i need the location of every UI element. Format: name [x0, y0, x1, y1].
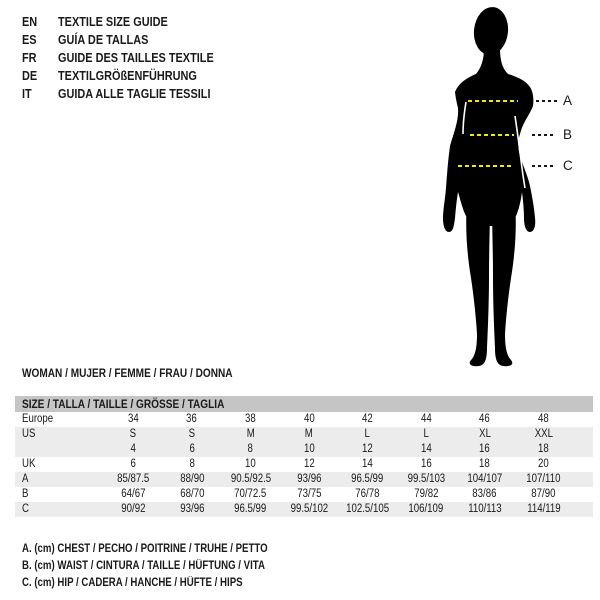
table-cell: 20	[538, 458, 549, 470]
measurement-legend	[22, 541, 314, 592]
language-code: FR	[22, 50, 37, 65]
section-title	[22, 366, 273, 380]
table-cell: 10	[303, 443, 315, 455]
chest-label: A	[563, 93, 573, 108]
row-filler	[573, 457, 593, 472]
row-label: B	[22, 488, 29, 500]
table-cell: 6	[189, 443, 195, 455]
table-cell: 44	[420, 413, 432, 425]
language-title: TEXTILGRÖßENFÜHRUNG	[58, 68, 197, 83]
waist-line-leader	[532, 134, 556, 136]
language-title: GUÍA DE TALLAS	[58, 32, 149, 47]
hip-line-on-body	[458, 165, 514, 167]
table-row	[15, 502, 593, 517]
row-filler	[573, 487, 593, 502]
table-cell: 10	[245, 458, 256, 470]
language-row	[22, 49, 243, 67]
table-cell: 4	[130, 443, 136, 455]
table-cell: 36	[186, 413, 198, 425]
table-cell: 90/92	[121, 503, 146, 515]
table-cell: L	[423, 428, 429, 440]
language-code: DE	[22, 68, 38, 83]
table-cell: M	[246, 428, 255, 440]
table-cell: 93/96	[296, 473, 322, 485]
table-cell: S	[130, 428, 137, 440]
table-cell: 16	[479, 443, 491, 455]
table-cell: 42	[362, 413, 374, 425]
table-cell: 87/90	[531, 488, 556, 500]
table-cell: 16	[420, 458, 432, 470]
table-cell: 12	[362, 443, 374, 455]
language-code: EN	[22, 14, 38, 29]
table-row	[15, 442, 593, 457]
table-row	[15, 472, 593, 487]
table-cell: 96.5/99	[234, 503, 267, 515]
table-cell: 85/87.5	[117, 473, 150, 485]
table-cell: 73/75	[296, 488, 322, 500]
table-cell: 68/70	[179, 488, 204, 500]
table-cell: 70/72.5	[234, 488, 267, 500]
row-label: A	[22, 473, 29, 485]
row-label: C	[22, 503, 29, 515]
table-cell: L	[364, 428, 371, 440]
table-cell: 40	[303, 413, 315, 425]
table-cell: 93/96	[179, 503, 204, 515]
table-cell: M	[305, 428, 314, 440]
table-row	[15, 487, 593, 502]
size-table-header-text: SIZE / TALLA / TAILLE / GRÖSSE / TAGLIA	[22, 397, 225, 411]
table-cell: 96.5/99	[351, 473, 384, 485]
chest-line-leader	[536, 100, 557, 102]
language-code: ES	[22, 32, 37, 47]
legend-line: B. (cm) WAIST / CINTURA / TAILLE / HÜFTUNG / VITA	[22, 560, 265, 572]
row-label: UK	[22, 458, 36, 470]
table-cell: 64/67	[121, 488, 146, 500]
legend-line: C. (cm) HIP / CADERA / HANCHE / HÜFTE / HIPS	[22, 577, 243, 589]
language-row	[22, 85, 243, 103]
language-row	[22, 13, 243, 31]
size-table-rows	[15, 412, 593, 517]
table-cell: 99.5/102	[290, 503, 328, 515]
table-cell: 102.5/105	[346, 503, 390, 515]
language-row	[22, 67, 243, 85]
row-filler	[573, 442, 593, 457]
table-cell: S	[188, 428, 196, 440]
language-code: IT	[22, 86, 32, 101]
table-cell: 110/113	[468, 503, 502, 515]
language-row	[22, 31, 243, 49]
table-cell: 14	[362, 458, 374, 470]
row-filler	[573, 427, 593, 442]
table-cell: 38	[245, 413, 256, 425]
row-label: Europe	[22, 413, 54, 425]
table-cell: 14	[420, 443, 432, 455]
table-cell: 12	[303, 458, 315, 470]
table-cell: 90.5/92.5	[230, 473, 271, 485]
table-cell: 18	[538, 443, 549, 455]
table-cell: 107/110	[526, 473, 561, 485]
size-table	[15, 396, 593, 517]
row-label: US	[22, 428, 36, 440]
table-cell: 18	[479, 458, 491, 470]
table-row	[15, 412, 593, 427]
table-cell: 8	[189, 458, 195, 470]
legend-line: A. (cm) CHEST / PECHO / POITRINE / TRUHE / PETTO	[22, 543, 268, 555]
woman-silhouette	[440, 4, 552, 368]
table-cell: 48	[538, 413, 549, 425]
table-cell: 114/119	[526, 503, 561, 515]
row-filler	[573, 472, 593, 487]
language-title: GUIDE DES TAILLES TEXTILE	[58, 50, 214, 65]
table-row	[15, 457, 593, 472]
table-cell: 88/90	[179, 473, 204, 485]
table-cell: 46	[479, 413, 491, 425]
table-cell: XL	[478, 428, 491, 440]
table-cell: 8	[247, 443, 254, 455]
table-row	[15, 427, 593, 442]
row-filler	[573, 502, 593, 517]
row-filler	[573, 412, 593, 427]
section-title-text: WOMAN / MUJER / FEMME / FRAU / DONNA	[22, 366, 233, 380]
size-table-header	[15, 396, 593, 412]
row-label	[15, 442, 104, 457]
table-cell: 76/78	[355, 488, 380, 500]
table-cell: 79/82	[414, 488, 439, 500]
table-cell: 34	[127, 413, 139, 425]
hip-label: C	[563, 158, 573, 173]
waist-line-on-body	[470, 134, 514, 136]
table-cell: XXL	[534, 428, 553, 440]
table-cell: 6	[130, 458, 136, 470]
hip-line-leader	[532, 165, 556, 167]
table-cell: 99.5/103	[407, 473, 446, 485]
table-cell: 104/107	[467, 473, 503, 485]
table-cell: 83/86	[472, 488, 497, 500]
language-title: GUIDA ALLE TAGLIE TESSILI	[58, 86, 211, 101]
silhouette-shape	[443, 5, 535, 366]
waist-label: B	[563, 127, 573, 142]
language-title: TEXTILE SIZE GUIDE	[58, 14, 168, 29]
language-list	[22, 13, 243, 103]
table-cell: 106/109	[408, 503, 444, 515]
chest-line-on-body	[468, 100, 518, 102]
